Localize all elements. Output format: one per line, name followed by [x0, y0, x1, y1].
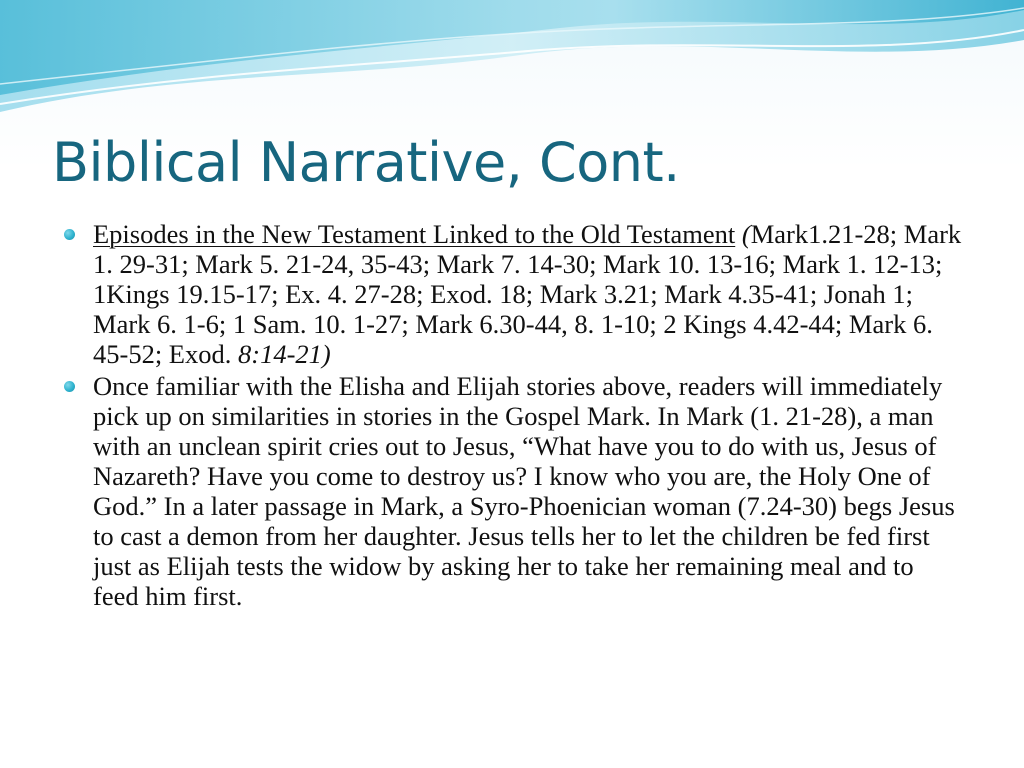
scripture-references-tail: 8:14-21) [238, 339, 331, 369]
bullet-list [62, 219, 962, 613]
list-item [62, 219, 962, 369]
list-item [62, 371, 962, 611]
header-wave-decoration [0, 0, 1024, 120]
bullet-text: Once familiar with the Elisha and Elijah stories above, readers will immediately pick up on similarities in stories in the Gospel Mark. In Mark (1. 21-28), a man with an unclean spirit cries out to Jesus, “What have you to do with us, Jesus of Nazareth? Have you come to destroy us? I know who you are, the Holy One of God.” In a later passage in Mark, a Syro-Phoenician woman (7.24-30) begs Jesus to cast a demon from her daughter. Jesus tells her to let the children be fed first just as Elijah tests the widow by asking her to take her remaining meal and to feed him first. [93, 371, 955, 611]
slide-title: Biblical Narrative, Cont. [52, 131, 680, 194]
bullet-icon [64, 229, 75, 240]
bullet-heading: Episodes in the New Testament Linked to the Old Testament [93, 219, 736, 249]
open-paren: ( [741, 219, 751, 249]
bullet-icon [64, 381, 75, 392]
scripture-references: Mark1.21-28; Mark 1. 29-31; Mark 5. 21-24, 35-43; Mark 7. 14-30; Mark 10. 13-16; Mark 1. 12-13; 1Kings 19.15-17; Ex. 4. 27-28; Exod. 18; Mark 3.21; Mark 4.35-41; Jonah 1; Mark 6. 1-6; 1 Sam. 10. 1-27; Mark 6.30-44, 8. 1-10; 2 Kings 4.42-44; Mark 6. 45-52; Exod. [93, 219, 962, 369]
